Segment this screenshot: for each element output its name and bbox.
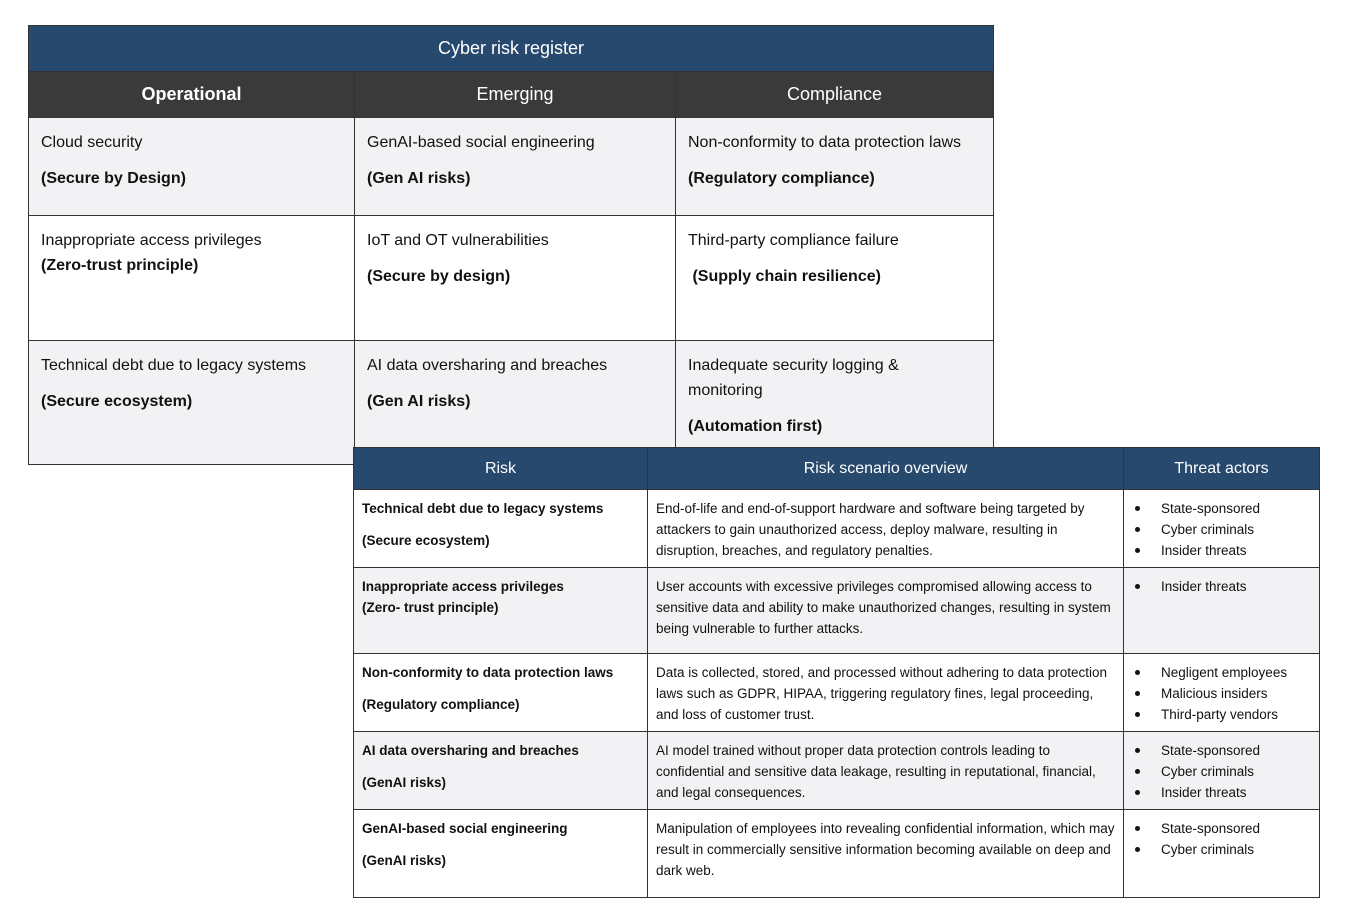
register-row — [29, 216, 994, 341]
risk-cell — [354, 568, 648, 654]
risk-title: Inadequate security logging & monitoring — [688, 357, 899, 399]
risk-category: (Zero- trust principle) — [362, 600, 499, 615]
overview-cell: User accounts with excessive privileges compromised allowing access to sensitive data and ability to make unauthorized changes, resulting in system being vulnerable to further attacks. — [648, 568, 1124, 654]
register-title: Cyber risk register — [29, 26, 994, 72]
threat-actors-cell — [1124, 568, 1320, 654]
risk-title: IoT and OT vulnerabilities — [367, 232, 549, 249]
risk-category: (Zero-trust principle) — [41, 257, 199, 274]
column-header-compliance: Compliance — [676, 72, 994, 118]
risk-category: (Secure ecosystem) — [362, 533, 490, 548]
risk-title: AI data oversharing and breaches — [367, 357, 608, 374]
register-row — [29, 341, 994, 465]
scenario-row — [354, 732, 1320, 810]
risk-title: Non-conformity to data protection laws — [688, 134, 962, 151]
risk-title: Non-conformity to data protection laws — [362, 665, 614, 680]
threat-actor-item: Insider threats — [1132, 576, 1311, 597]
overview-cell: End-of-life and end-of-support hardware and software being targeted by attackers to gain unauthorized access, deploy malware, resulting in disruption, breaches, and regulatory penalties. — [648, 490, 1124, 568]
risk-cell — [354, 810, 648, 898]
scenario-row — [354, 810, 1320, 898]
risk-title: Third-party compliance failure — [688, 232, 899, 249]
threat-actor-list — [1132, 576, 1311, 597]
register-cell — [355, 118, 676, 216]
risk-category: (GenAI risks) — [362, 853, 447, 868]
risk-title: GenAI-based social engineering — [367, 134, 595, 151]
cyber-risk-register-table — [28, 25, 994, 465]
overview-cell: Data is collected, stored, and processed without adhering to data protection laws such as GDPR, HIPAA, triggering regulatory fines, legal proceeding, and loss of customer trust. — [648, 654, 1124, 732]
risk-category: (Secure by Design) — [41, 170, 186, 187]
threat-actor-item: Cyber criminals — [1132, 839, 1311, 860]
threat-actor-list — [1132, 740, 1311, 803]
threat-actor-item: Malicious insiders — [1132, 683, 1311, 704]
threat-actors-cell — [1124, 810, 1320, 898]
risk-category: (Gen AI risks) — [367, 393, 471, 410]
risk-title: GenAI-based social engineering — [362, 821, 568, 836]
column-header-risk-scenario-overview: Risk scenario overview — [648, 448, 1124, 490]
threat-actor-item: State-sponsored — [1132, 740, 1311, 761]
register-cell — [29, 118, 355, 216]
risk-title: Inappropriate access privileges — [362, 579, 564, 594]
register-cell — [355, 216, 676, 341]
column-header-risk: Risk — [354, 448, 648, 490]
register-cell — [676, 118, 994, 216]
threat-actor-item: State-sponsored — [1132, 818, 1311, 839]
column-header-emerging: Emerging — [355, 72, 676, 118]
scenario-row — [354, 490, 1320, 568]
register-cell — [29, 216, 355, 341]
threat-actor-item: Insider threats — [1132, 540, 1311, 561]
threat-actor-item: Cyber criminals — [1132, 519, 1311, 540]
register-cell — [676, 341, 994, 465]
risk-category: (Secure ecosystem) — [41, 393, 193, 410]
risk-category: (Secure by design) — [367, 268, 511, 285]
risk-category: (Regulatory compliance) — [362, 697, 520, 712]
register-row — [29, 118, 994, 216]
threat-actor-item: State-sponsored — [1132, 498, 1311, 519]
register-cell — [676, 216, 994, 341]
risk-title: AI data oversharing and breaches — [362, 743, 579, 758]
overview-cell: AI model trained without proper data protection controls leading to confidential and sensitive data leakage, resulting in reputational, financial, and legal consequences. — [648, 732, 1124, 810]
threat-actor-item: Third-party vendors — [1132, 704, 1311, 725]
threat-actors-cell — [1124, 654, 1320, 732]
risk-title: Cloud security — [41, 134, 143, 151]
threat-actors-cell — [1124, 732, 1320, 810]
risk-title: Technical debt due to legacy systems — [41, 357, 307, 374]
threat-actors-cell — [1124, 490, 1320, 568]
register-cell — [29, 341, 355, 465]
column-header-threat-actors: Threat actors — [1124, 448, 1320, 490]
risk-category: (Gen AI risks) — [367, 170, 471, 187]
risk-category: (GenAI risks) — [362, 775, 447, 790]
risk-category: (Automation first) — [688, 418, 823, 435]
threat-actor-item: Cyber criminals — [1132, 761, 1311, 782]
threat-actor-list — [1132, 662, 1311, 725]
threat-actor-item: Negligent employees — [1132, 662, 1311, 683]
risk-category: (Regulatory compliance) — [688, 170, 875, 187]
column-header-operational: Operational — [29, 72, 355, 118]
risk-cell — [354, 654, 648, 732]
risk-cell — [354, 490, 648, 568]
threat-actor-item: Insider threats — [1132, 782, 1311, 803]
risk-title: Technical debt due to legacy systems — [362, 501, 604, 516]
threat-actor-list — [1132, 818, 1311, 860]
scenario-row — [354, 654, 1320, 732]
overview-cell: Manipulation of employees into revealing confidential information, which may result in commercially sensitive information becoming available on deep and dark web. — [648, 810, 1124, 898]
risk-scenario-table — [353, 447, 1320, 898]
risk-category: (Supply chain resilience) — [688, 268, 881, 285]
scenario-row — [354, 568, 1320, 654]
risk-title: Inappropriate access privileges — [41, 232, 262, 249]
register-cell — [355, 341, 676, 465]
risk-cell — [354, 732, 648, 810]
threat-actor-list — [1132, 498, 1311, 561]
